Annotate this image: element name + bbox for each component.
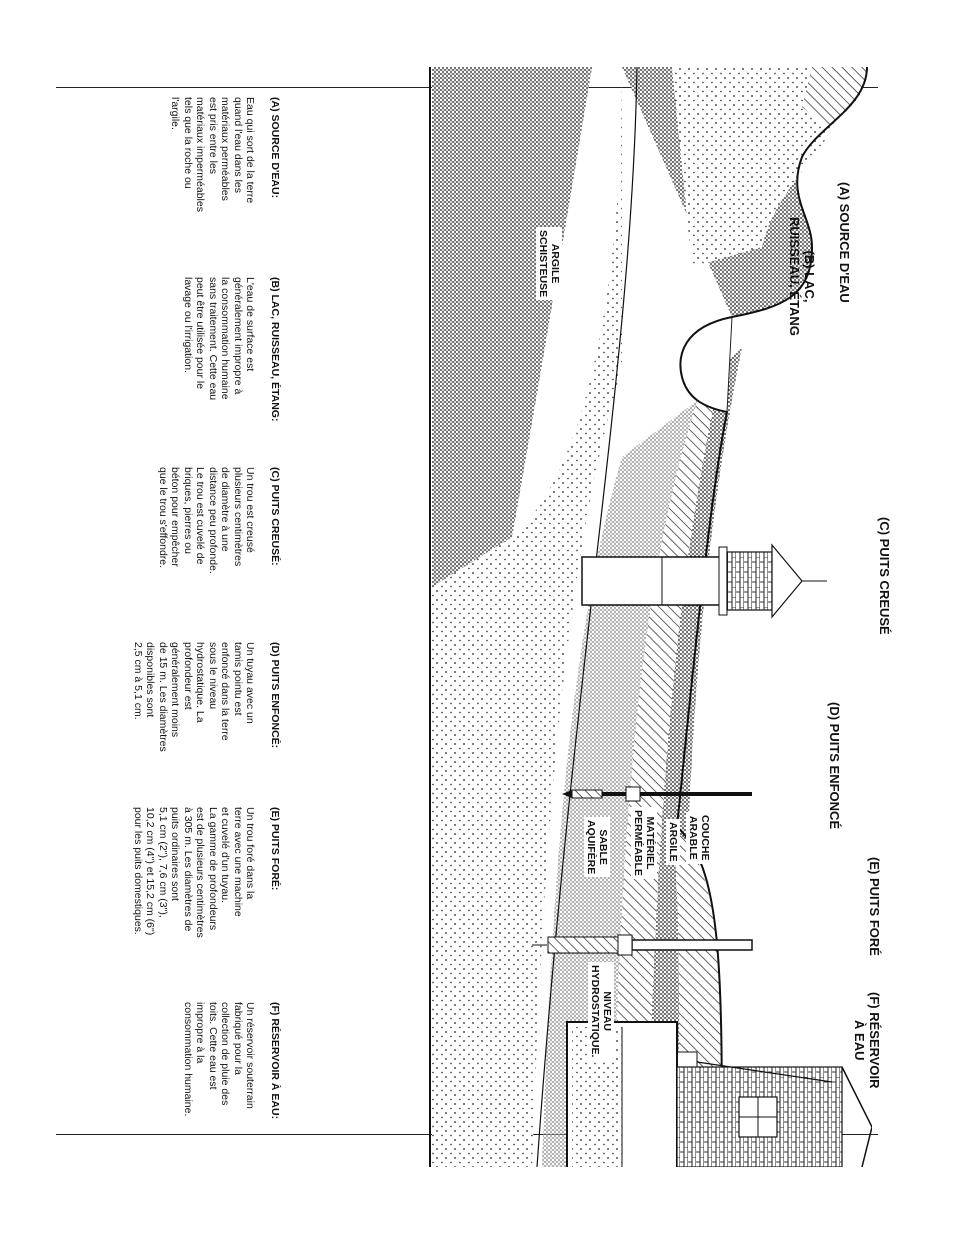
description-body: Un trou foré dans la terre avec une machine et cuvelé d'un tuyau. La gamme de profondeurs est de plusieurs centimètres à 305 m. Les diamètres de puits ordinaires sont 5,1 cm (2"), 7,6 cm (3"), 10,2 cm (4") et 15,2 cm (6") pour les puits domestiques. bbox=[132, 807, 257, 938]
description-drilled-well bbox=[132, 807, 295, 938]
description-driven-well bbox=[132, 642, 295, 752]
description-title: (A) SOURCE D'EAU: bbox=[269, 97, 282, 199]
label-drilled-well: (E) PUITS FORÉ bbox=[867, 857, 882, 956]
description-dug-well bbox=[157, 467, 295, 574]
description-title: (E) PUITS FORÉ: bbox=[269, 807, 282, 891]
label-driven-well: (D) PUITS ENFONCÉ bbox=[827, 702, 842, 830]
tag-aquifer-sand: SABLE AQUIFÈRE bbox=[584, 817, 610, 877]
label-source: (A) SOURCE D'EAU bbox=[837, 182, 852, 303]
description-body: Un trou est creusé plusieurs centimètres de diamètre à une distance peu profonde. Le trou est cuvelé de briques, pierres ou béton pour empêcher que le trou s'effondre. bbox=[157, 467, 257, 574]
rotated-diagram bbox=[82, 67, 892, 1167]
tag-permeable: MATÉRIEL PERMÉABLE bbox=[631, 807, 657, 879]
tag-topsoil: COUCHE ARABLE bbox=[686, 812, 712, 864]
description-reservoir bbox=[182, 1002, 295, 1119]
description-title: (F) RÉSERVOIR À EAU: bbox=[269, 1002, 282, 1120]
label-lake: (B) LAC, RUISSEAU, ÉTANG bbox=[787, 217, 817, 336]
description-body: Eau qui sort de la terre quand l'eau dans les matériaux perméables est pris entre les matériaux imperméables tels que la roche ou l'argile. bbox=[169, 97, 257, 212]
description-body: Un tuyau avec un tamis pointu est enfoncé dans la terre sous le niveau hydrostatique. La profondeur est généralement moins de 15 m. Les diamètres disponibles sont 2,5 cm à 5,1 cm. bbox=[132, 642, 257, 752]
tag-clay: ARGILE bbox=[666, 819, 680, 865]
label-reservoir: (F) RÉSERVOIR À EAU bbox=[852, 992, 882, 1089]
label-dug-well: (C) PUITS CREUSÉ bbox=[877, 517, 892, 635]
description-body: Un réservoir souterrain fabriqué pour la collection de pluie des toits. Cette eau est impropre à la consommation humaine. bbox=[182, 1002, 257, 1117]
description-title: (C) PUITS CREUSÉ: bbox=[269, 467, 282, 566]
description-title: (B) LAC, RUISSEAU, ÉTANG: bbox=[269, 277, 282, 422]
description-body: L'eau de surface est généralement impropre à la consommation humaine sans traitement. Cette eau peut être utilisée pour le lavage ou l'irrigation. bbox=[182, 277, 257, 401]
tag-water-table: NIVEAU HYDROSTATIQUE. bbox=[588, 962, 614, 1060]
description-source bbox=[169, 97, 294, 212]
tag-shale-clay: ARGILE SCHISTEUSE bbox=[536, 227, 562, 300]
description-title: (D) PUITS ENFONCÉ: bbox=[269, 642, 282, 749]
description-lake bbox=[182, 277, 295, 421]
